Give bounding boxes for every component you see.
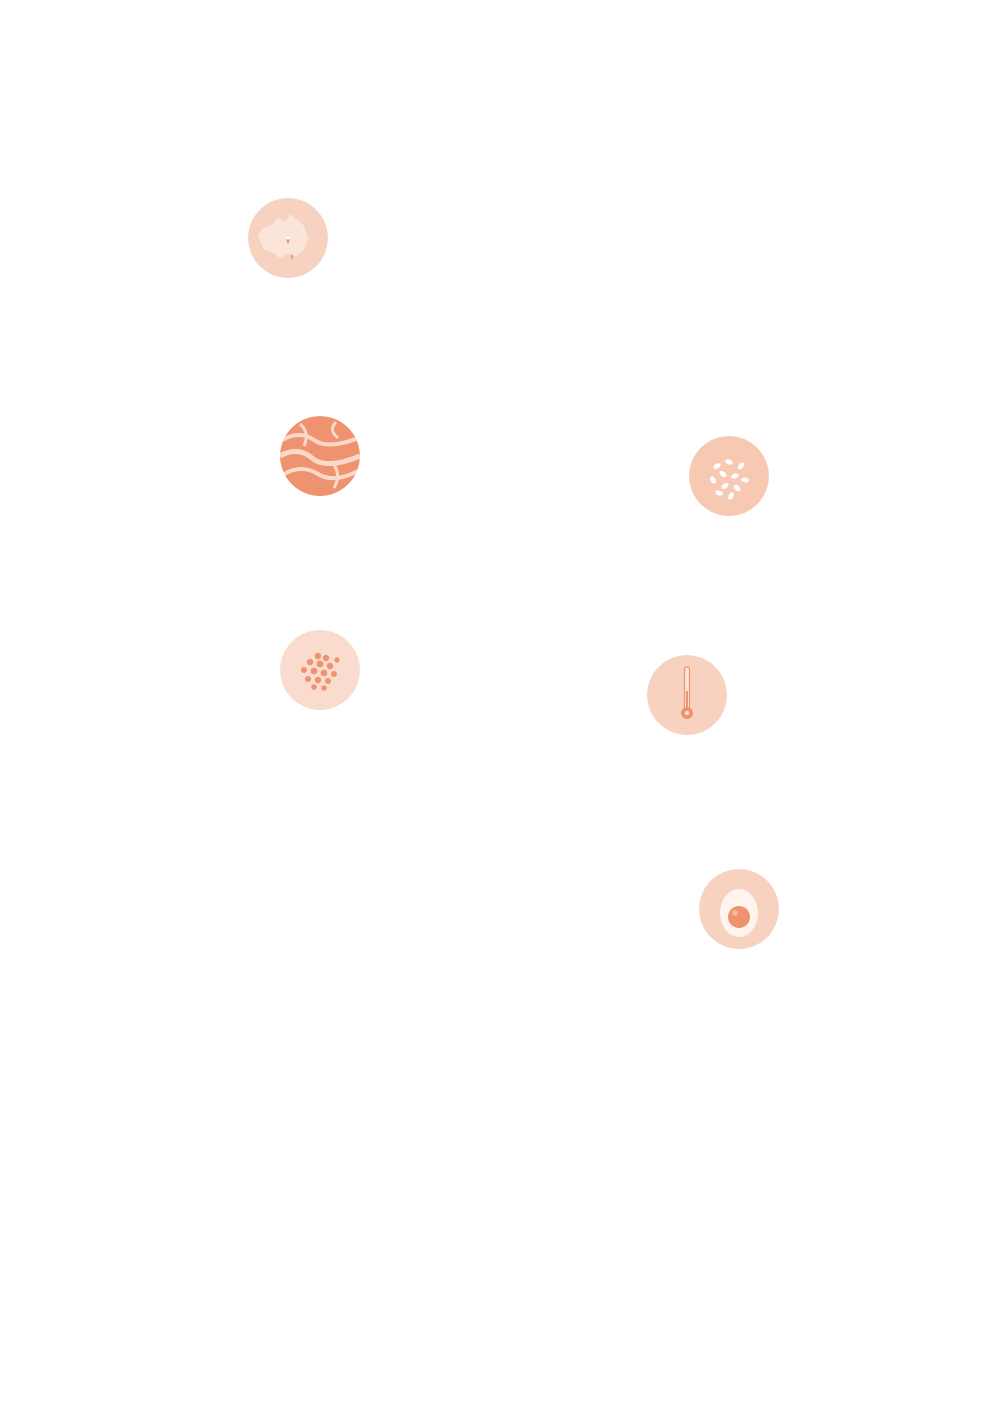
feature-wagyu-beef xyxy=(82,198,474,288)
roe-icon xyxy=(280,630,360,710)
feature-salted-egg-yolk xyxy=(517,869,909,957)
thermometer-icon xyxy=(647,655,727,735)
feature-mentaiko xyxy=(82,630,474,718)
egg-yolk-icon xyxy=(699,869,779,949)
feature-marbling xyxy=(82,416,474,504)
rice-grains-icon xyxy=(689,436,769,516)
top-wave-decoration xyxy=(0,0,992,100)
australia-map-icon xyxy=(248,198,328,278)
feature-japanese-rice xyxy=(517,436,909,528)
feature-onsen-egg xyxy=(517,655,909,743)
marbling-icon xyxy=(280,416,360,496)
bottom-wave-decoration xyxy=(0,1060,992,1403)
